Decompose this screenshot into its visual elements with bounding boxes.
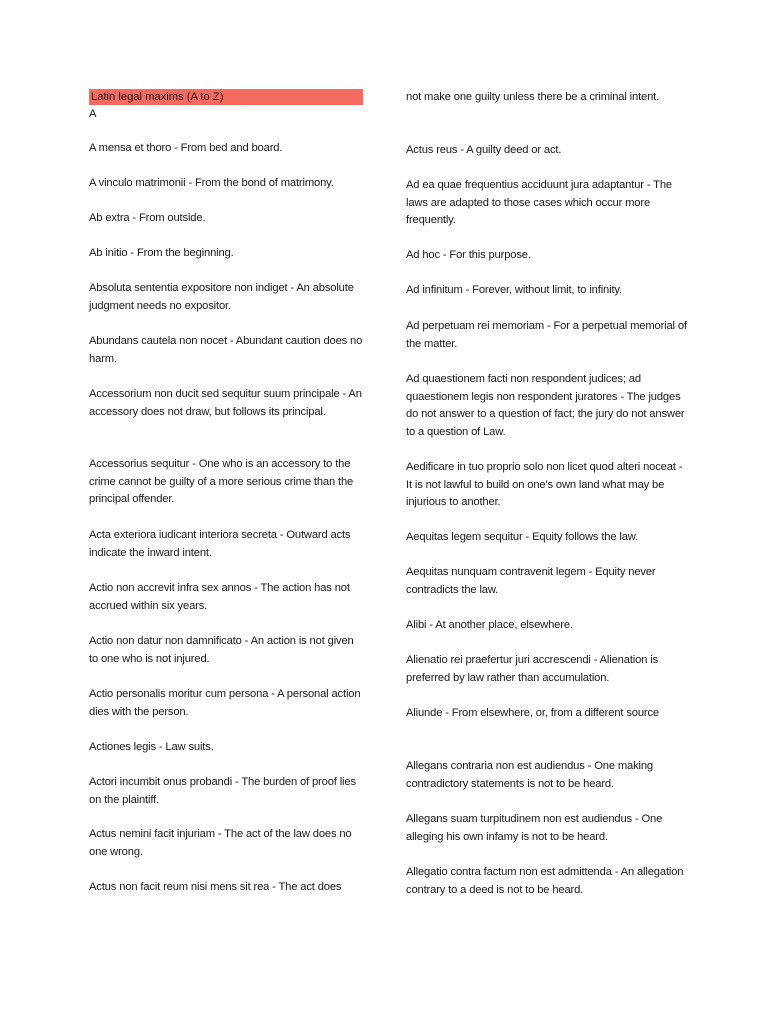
maxim-entry: Ad infinitum - Forever, without limit, to infinity. <box>406 284 622 296</box>
maxim-entry: Ab initio - From the beginning. <box>89 247 234 259</box>
maxim-entry: Aequitas nunquam contravenit legem - Equity never contradicts the law. <box>406 566 656 596</box>
maxim-entry: Acta exteriora iudicant interiora secreta - Outward acts indicate the inward intent. <box>89 529 351 559</box>
maxim-entry: Accessorius sequitur - One who is an accessory to the crime cannot be guilty of a more serious crime than the principal offender. <box>89 458 354 505</box>
maxim-entry: Ad perpetuam rei memoriam - For a perpetual memorial of the matter. <box>406 320 687 350</box>
maxim-entry: A mensa et thoro - From bed and board. <box>89 142 283 154</box>
document-title: Latin legal maxims (A to Z) <box>89 89 363 105</box>
maxim-entry: Abundans cautela non nocet - Abundant caution does no harm. <box>89 335 363 365</box>
maxim-entry: Actio personalis moritur cum persona - A personal action dies with the person. <box>89 688 361 718</box>
maxim-entry: Alibi - At another place, elsewhere. <box>406 619 573 631</box>
maxim-entry: A vinculo matrimonii - From the bond of matrimony. <box>89 177 334 189</box>
maxim-entry: Actori incumbit onus probandi - The burden of proof lies on the plaintiff. <box>89 776 356 806</box>
maxim-entry: Allegans suam turpitudinem non est audiendus - One alleging his own infamy is not to be heard. <box>406 813 663 843</box>
maxim-entry: Allegatio contra factum non est admittenda - An allegation contrary to a deed is not to be heard. <box>406 866 684 896</box>
maxim-entry: Actiones legis - Law suits. <box>89 741 214 753</box>
maxim-entry: Alienatio rei praefertur juri accrescendi - Alienation is preferred by law rather than accumulation. <box>406 654 658 684</box>
maxim-entry: Actus nemini facit injuriam - The act of the law does no one wrong. <box>89 828 352 858</box>
maxim-entry: Actio non accrevit infra sex annos - The action has not accrued within six years. <box>89 582 350 612</box>
maxim-entry: Accessorium non ducit sed sequitur suum principale - An accessory does not draw, but follows its principal. <box>89 388 362 418</box>
maxim-entry: Absoluta sententia expositore non indiget - An absolute judgment needs no expositor. <box>89 282 354 312</box>
maxim-entry: Ad quaestionem facti non respondent judices; ad quaestionem legis non respondent juratores - The judges do not answer to a question of fact; the jury do not answer to a question of Law. <box>406 373 685 438</box>
maxim-entry: Actus non facit reum nisi mens sit rea - The act does <box>89 881 342 893</box>
maxim-entry: Ad ea quae frequentius acciduunt jura adaptantur - The laws are adapted to those cases which occur more frequently. <box>406 179 672 226</box>
maxim-entry: Aedificare in tuo proprio solo non licet quod alteri noceat - It is not lawful to build on one's own land what may be injurious to another. <box>406 461 683 508</box>
maxim-entry: Aequitas legem sequitur - Equity follows the law. <box>406 531 639 543</box>
maxim-entry: Ab extra - From outside. <box>89 212 206 224</box>
maxim-entry: Actio non datur non damnificato - An action is not given to one who is not injured. <box>89 635 354 665</box>
maxim-entry: Aliunde - From elsewhere, or, from a different source <box>406 707 660 719</box>
maxim-entry: Allegans contraria non est audiendus - One making contradictory statements is not to be heard. <box>406 760 654 790</box>
maxim-entry: not make one guilty unless there be a criminal intent. <box>406 91 660 103</box>
section-letter: A <box>89 108 97 120</box>
maxim-entry: Ad hoc - For this purpose. <box>406 249 531 261</box>
maxim-entry: Actus reus - A guilty deed or act. <box>406 144 562 156</box>
